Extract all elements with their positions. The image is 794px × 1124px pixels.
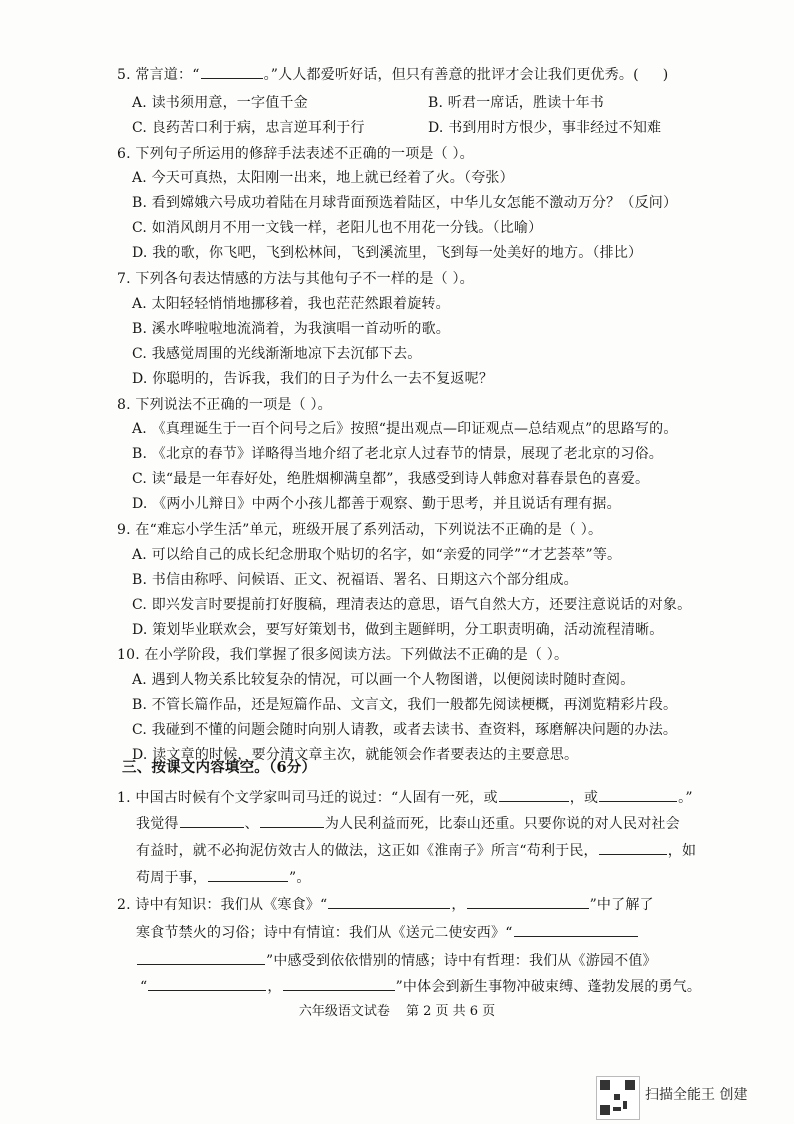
exam-name: 六年级语文试卷 xyxy=(298,1004,390,1019)
question-5-option-d: D. 书到用时方恨少，事非经过不知难 xyxy=(428,120,662,136)
question-5-option-a: A. 读书须用意，一字值千金 xyxy=(132,95,308,111)
question-5-option-c: C. 良药苦口利于病，忠言逆耳利于行 xyxy=(132,120,365,136)
question-7-stem: 7. 下列各句表达情感的方法与其他句子不一样的是（ ）。 xyxy=(117,271,474,287)
question-6-stem: 6. 下列句子所运用的修辞手法表述不正确的一项是（ ）。 xyxy=(117,146,474,162)
fill-2-line-4: “ ， ”中体会到新生事物冲破束缚、蓬勃发展的勇气。 xyxy=(140,975,701,997)
blank xyxy=(499,786,569,802)
question-10-option-d: D. 读文章的时候，要分清文章主次，就能领会作者要表达的主要意思。 xyxy=(132,747,579,763)
question-10-stem: 10. 在小学阶段，我们掌握了很多阅读方法。下列做法不正确的是（ ）。 xyxy=(117,647,569,663)
fill-1-line-4: 苟周于事， ”。 xyxy=(136,866,311,888)
blank xyxy=(201,63,263,79)
watermark: 扫描全能王 创建 xyxy=(645,1087,748,1103)
blank xyxy=(467,893,589,909)
question-8-option-b: B. 《北京的春节》详略得当地介绍了老北京人过春节的情景，展现了老北京的习俗。 xyxy=(132,446,663,462)
question-5-option-b: B. 听君一席话，胜读十年书 xyxy=(428,95,604,111)
page-number: 第 2 页 共 6 页 xyxy=(405,1004,496,1019)
blank xyxy=(208,866,288,882)
fill-2-line-1: 2. 诗中有知识：我们从《寒食》“ ， ”中了解了 xyxy=(117,893,654,915)
question-10-option-c: C. 我碰到不懂的问题会随时向别人请教，或者去读书、查资料，琢磨解决问题的办法。 xyxy=(132,722,678,738)
blank xyxy=(283,975,395,991)
fill-1-line-3: 有益时，就不必拘泥仿效古人的做法，这正如《淮南子》所言“苟利于民， ，如 xyxy=(136,839,696,861)
fill-1-line-2: 我觉得 、 为人民利益而死，比泰山还重。只要你说的对人民对社会 xyxy=(136,812,680,834)
question-10-option-b: B. 不管长篇作品，还是短篇作品、文言文，我们一般都先阅读梗概，再浏览精彩片段。 xyxy=(132,697,678,713)
fill-2-line-2: 寒食节禁火的习俗；诗中有情谊：我们从《送元二使安西》“ xyxy=(136,921,639,943)
question-7-option-b: B. 溪水哗啦啦地流淌着，为我演唱一首动听的歌。 xyxy=(132,321,450,337)
question-9-option-b: B. 书信由称呼、问候语、正文、祝福语、署名、日期这六个部分组成。 xyxy=(132,572,578,588)
question-10-option-a: A. 遇到人物关系比较复杂的情况，可以画一个人物图谱，以便阅读时随时查阅。 xyxy=(132,672,635,688)
blank xyxy=(137,949,265,965)
question-7-option-c: C. 我感觉周围的光线渐渐地凉下去沉郁下去。 xyxy=(132,346,422,362)
question-9-option-d: D. 策划毕业联欢会，要写好策划书，做到主题鲜明，分工职责明确，活动流程清晰。 xyxy=(132,622,664,638)
qr-code-icon xyxy=(596,1076,640,1120)
blank xyxy=(599,786,677,802)
question-6-option-c: C. 如消风朗月不用一文钱一样，老阳儿也不用花一分钱。（比喻） xyxy=(132,220,543,236)
question-8-option-c: C. 读“最是一年春好处，绝胜烟柳满皇都”，我感受到诗人韩愈对暮春景色的喜爱。 xyxy=(132,471,650,487)
fill-2-line-3: ”中感受到依依惜别的情感；诗中有哲理：我们从《游园不值》 xyxy=(136,949,657,971)
question-6-option-b: B. 看到嫦娥六号成功着陆在月球背面预选着陆区，中华儿女怎能不激动万分？（反问） xyxy=(132,195,678,211)
section-3-title: 三、按课文内容填空。（6分） xyxy=(122,759,317,776)
blank xyxy=(514,921,638,937)
question-7-option-d: D. 你聪明的，告诉我，我们的日子为什么一去不复返呢？ xyxy=(132,371,494,387)
question-6-option-a: A. 今天可真热，太阳刚一出来，地上就已经着了火。（夸张） xyxy=(132,170,514,186)
blank xyxy=(148,975,266,991)
page-footer xyxy=(0,1002,794,1022)
blank xyxy=(260,812,324,828)
question-6-option-d: D. 我的歌，你飞吧，飞到松林间，飞到溪流里，飞到每一处美好的地方。（排比） xyxy=(132,245,643,261)
question-8-option-d: D. 《两小儿辩日》中两个小孩儿都善于观察、勤于思考，并且说话有理有据。 xyxy=(132,496,621,512)
question-9-option-c: C. 即兴发言时要提前打好腹稿，理清表达的意思，语气自然大方，还要注意说话的对象。 xyxy=(132,597,692,613)
question-8-option-a: A. 《真理诞生于一百个问号之后》按照“提出观点—印证观点—总结观点”的思路写的。 xyxy=(132,421,678,437)
blank xyxy=(180,812,244,828)
fill-1-line-1: 1. 中国古时候有个文学家叫司马迁的说过：“人固有一死，或 ，或 。” xyxy=(117,786,693,808)
blank xyxy=(328,893,450,909)
blank xyxy=(599,839,667,855)
question-9-option-a: A. 可以给自己的成长纪念册取个贴切的名字，如“亲爱的同学”“才艺荟萃”等。 xyxy=(132,547,622,563)
question-5-stem: 5. 常言道：“ 。”人人都爱听好话，但只有善意的批评才会让我们更优秀。( ) xyxy=(117,63,668,85)
question-9-stem: 9. 在“难忘小学生活”单元，班级开展了系列活动，下列说法不正确的是（ ）。 xyxy=(117,522,603,538)
question-7-option-a: A. 太阳轻轻悄悄地挪移着，我也茫茫然跟着旋转。 xyxy=(132,296,450,312)
question-8-stem: 8. 下列说法不正确的一项是（ ）。 xyxy=(117,397,332,413)
